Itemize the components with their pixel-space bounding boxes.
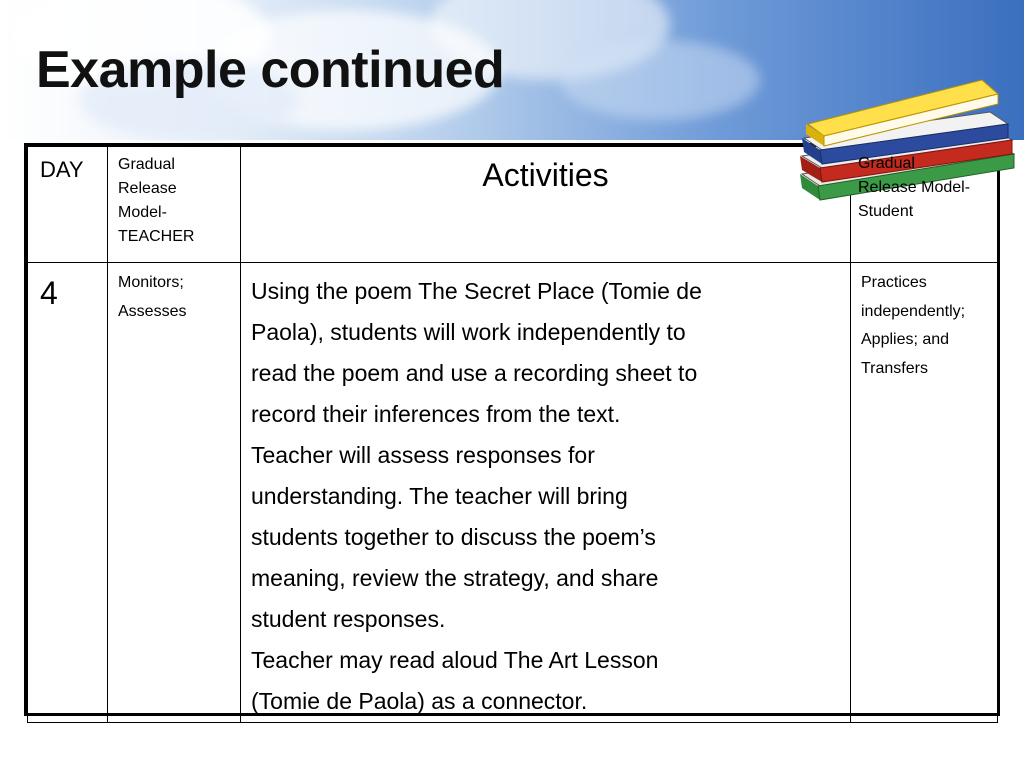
row-student-line: independently; xyxy=(861,302,966,320)
row-activities xyxy=(241,263,851,723)
activity-line: Paola), students will work independently to xyxy=(251,319,686,345)
header-student-line: Gradual xyxy=(858,155,915,172)
header-student-line: Release Model- xyxy=(858,179,971,196)
table-row xyxy=(28,263,998,723)
cloud-shape xyxy=(560,40,760,120)
activity-line: record their inferences from the text. xyxy=(251,401,621,427)
activity-line: understanding. The teacher will bring xyxy=(251,483,628,509)
header-activities: Activities xyxy=(241,147,851,263)
row-teacher-line: Assesses xyxy=(118,302,187,320)
slide-title: Example continued xyxy=(36,41,505,99)
row-teacher xyxy=(108,263,241,723)
row-student xyxy=(851,263,998,723)
header-teacher-line: TEACHER xyxy=(118,228,195,245)
row-teacher-line: Monitors; xyxy=(118,274,184,291)
activity-line: Teacher will assess responses for xyxy=(251,442,595,468)
header-teacher-line: Release xyxy=(118,180,177,197)
activity-line: Using the poem The Secret Place (Tomie de xyxy=(251,278,702,304)
header-teacher-line: Model- xyxy=(118,204,167,221)
activity-line: student responses. xyxy=(251,606,446,632)
header-student xyxy=(858,152,998,224)
row-student-line: Applies; and xyxy=(861,331,950,348)
activity-line: meaning, review the strategy, and share xyxy=(251,565,659,591)
row-day-value: 4 xyxy=(28,263,108,723)
header-teacher-line: Gradual xyxy=(118,156,175,173)
activity-line: read the poem and use a recording sheet to xyxy=(251,360,698,386)
activity-line: students together to discuss the poem’s xyxy=(251,524,656,550)
header-teacher xyxy=(108,147,241,263)
header-student-line: Student xyxy=(858,203,914,220)
activity-line: Teacher may read aloud The Art Lesson xyxy=(251,647,659,673)
row-student-line: Practices xyxy=(861,274,927,291)
header-day: DAY xyxy=(28,147,108,263)
row-student-line: Transfers xyxy=(861,359,928,377)
activity-line: (Tomie de Paola) as a connector. xyxy=(251,688,588,714)
